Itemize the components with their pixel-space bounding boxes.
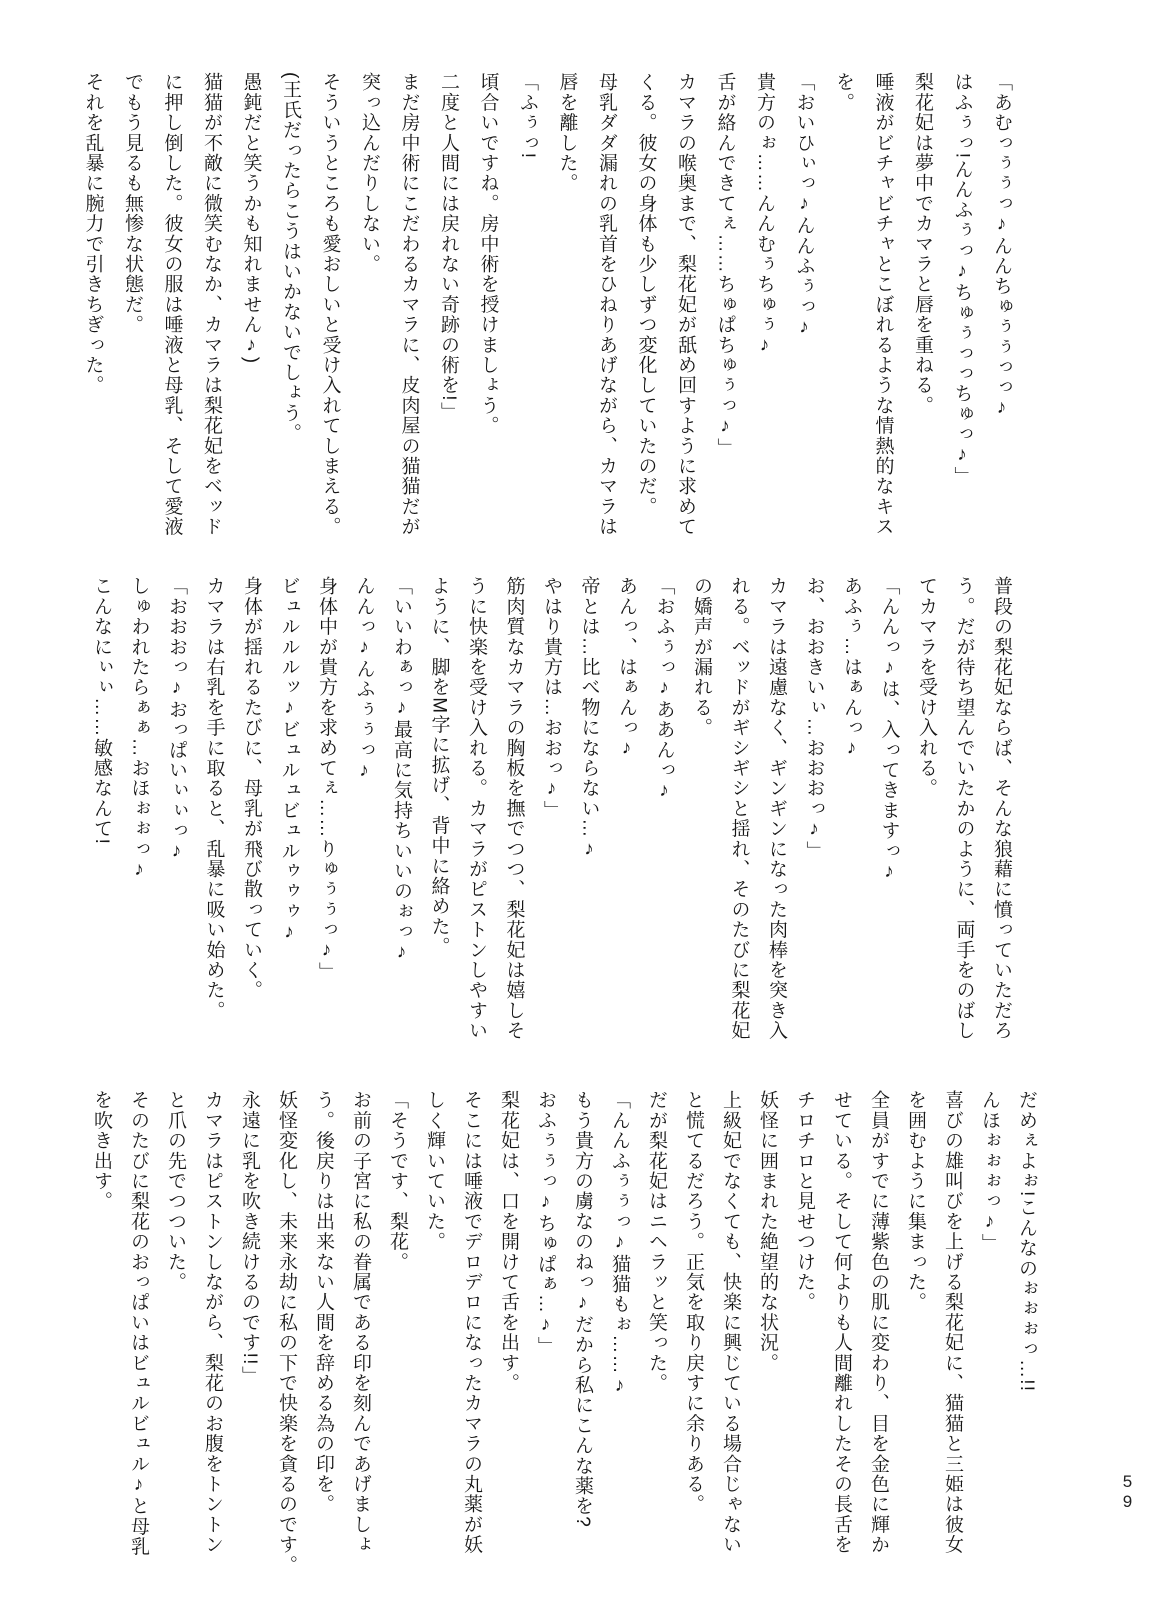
page-number: 59 <box>1118 1472 1137 1512</box>
text-column: 「おふぅっ♪ああんっ♪ <box>653 576 675 803</box>
text-column: 全員がすでに薄紫色の肌に変わり、目を金色に輝か <box>868 1090 889 1555</box>
text-column: 突っ込んだりしない。 <box>359 72 380 274</box>
text-column: ように、脚をM字に拡げ、背中に絡めた。 <box>428 576 450 957</box>
text-column: 「おおおっ♪おっぱいぃぃっ♪ <box>166 576 187 863</box>
text-column: 帝とは…比べ物にならない…♪ <box>578 576 600 861</box>
text-column: しく輝いていた。 <box>424 1090 445 1252</box>
text-column: カマラは遠慮なく、ギンギンになった肉棒を突き入 <box>766 576 787 1041</box>
text-column: あんっ、はぁんっ♪ <box>616 576 637 760</box>
text-column: と爪の先でつついた。 <box>165 1090 186 1292</box>
text-column: うに快楽を受け入れる。カマラがピストンしやすい <box>466 576 487 1041</box>
text-column: 喜びの雄叫びを上げる梨花妃に、猫猫と三姫は彼女 <box>942 1090 963 1555</box>
text-column: 貴方のぉ……んんむぅちゅぅ♪ <box>754 72 775 357</box>
text-column: そういうところも愛おしいと受け入れてしまえる。 <box>319 72 341 537</box>
text-column: 「ふぅっ! <box>517 72 538 160</box>
text-column: こんなにぃぃ……敏感なんて! <box>91 576 112 846</box>
text-column: しゅわれたらぁぁ…おほぉぉっ♪ <box>128 576 150 881</box>
text-column: もう貴方の虜なのねっ♪だから私にこんな薬を? <box>572 1090 593 1528</box>
text-column: の嬌声が漏れる。 <box>691 576 712 738</box>
text-column: カマラはピストンしながら、梨花のお腹をトントン <box>202 1090 223 1555</box>
text-column: 頃合いですね。房中術を授けましょう。 <box>477 72 499 436</box>
text-column: てカマラを受け入れる。 <box>916 576 937 799</box>
text-column: を吹き出す。 <box>91 1090 112 1212</box>
text-column: 永遠に乳を吹き続けるのです!!」 <box>239 1090 260 1386</box>
text-column: と慌てるだろう。正気を取り戻すに余りある。 <box>683 1090 704 1515</box>
text-column: ビュルルルッ♪ビュルュビュルゥゥゥ♪ <box>278 576 300 944</box>
text-column: 母乳ダダ漏れの乳首をひねりあげながら、カマラは <box>596 72 617 537</box>
text-column: 「んんふぅぅっ♪猫猫もぉ……♪ <box>609 1090 630 1397</box>
text-column: おふぅぅっ♪ちゅぱぁ…♪」 <box>535 1090 556 1357</box>
text-column: 身体中が貴方を求めてぇ……りゅぅぅっ♪」 <box>316 576 337 982</box>
text-column: お前の子宮に私の眷属である印を刻んであげましょ <box>350 1090 371 1555</box>
text-column: 筋肉質なカマラの胸板を撫でつつ、梨花妃は嬉しそ <box>503 576 525 1041</box>
text-column: それを乱暴に腕力で引きちぎった。 <box>82 72 104 396</box>
text-column: はふぅっ!んんふぅっ♪ちゅぅっっちゅっ♪」 <box>951 72 973 487</box>
text-column: 梨花妃は夢中でカマラと唇を重ねる。 <box>912 72 933 416</box>
text-column: う。だが待ち望んでいたかのように、両手をのばし <box>953 576 975 1041</box>
text-column: を。 <box>833 72 854 113</box>
text-column: 「あむっぅぅっ♪んんちゅぅぅっっ♪ <box>991 72 1012 420</box>
text-column: カマラの喉奥まで、梨花妃が舐め回すように求めて <box>675 72 696 537</box>
text-column: 普段の梨花妃ならば、そんな狼藉に憤っていただろ <box>991 576 1012 1041</box>
text-column: 「おいひぃっ♪んんふぅっ♪ <box>793 72 815 339</box>
text-column: 猫猫が不敵に微笑むなか、カマラは梨花妃をベッド <box>201 72 222 537</box>
text-column: う。後戻りは出来ない人間を辞める為の印を。 <box>313 1090 334 1515</box>
text-column: せている。そして何よりも人間離れしたその長舌を <box>831 1090 852 1555</box>
text-column: に押し倒した。彼女の服は唾液と母乳、そして愛液 <box>161 72 183 537</box>
text-column: やはり貴方は…おおっ♪」 <box>541 576 562 821</box>
text-column: カマラは右乳を手に取ると、乱暴に吸い始めた。 <box>203 576 225 1021</box>
text-column: だが梨花妃はニヘラッと笑った。 <box>646 1090 667 1393</box>
text-column: 「いいわぁっ♪最高に気持ちいいのぉっ♪ <box>391 576 412 964</box>
text-column: チロチロと見せつけた。 <box>794 1090 815 1313</box>
text-column: くる。彼女の身体も少しずつ変化していたのだ。 <box>635 72 657 517</box>
text-column: (王氏だったらこうはいかないでしょう。 <box>280 72 301 444</box>
text-column: れる。ベッドがギシギシと揺れ、そのたびに梨花妃 <box>728 576 750 1041</box>
text-column: 「そうです、梨花。 <box>387 1090 408 1272</box>
text-column: でもう見るも無惨な状態だ。 <box>122 72 143 335</box>
text-column: 唾液がビチャビチャとこぼれるような情熱的なキス <box>872 72 894 537</box>
text-column: 妖怪に囲まれた絶望的な状況。 <box>757 1090 778 1373</box>
text-column: 上級妃でなくても、快楽に興じている場合じゃない <box>720 1090 741 1555</box>
text-column: まだ房中術にこだわるカマラに、皮肉屋の猫猫だが <box>398 72 420 537</box>
text-column: 「んんっ♪は、入ってきますっ♪ <box>878 576 900 883</box>
text-column: 妖怪変化し、未来永劫に私の下で快楽を貪るのです。 <box>276 1090 297 1575</box>
text-block-bottom <box>83 1090 1045 1590</box>
text-column: そこには唾液でデロデロになったカマラの丸薬が妖 <box>461 1090 482 1555</box>
text-column: 身体が揺れるたびに、母乳が飛び散っていく。 <box>241 576 262 1001</box>
text-column: あふぅ…はぁんっ♪ <box>841 576 862 760</box>
text-column: だめぇよぉ!こんなのぉぉぉっ…!! <box>1016 1090 1037 1393</box>
text-block-middle <box>83 576 1021 1076</box>
text-column: んほぉぉぉっ♪」 <box>979 1090 1000 1254</box>
text-column: を囲むように集まった。 <box>905 1090 926 1313</box>
text-column: 舌が絡んできてぇ……ちゅぱちゅぅっ♪」 <box>714 72 736 458</box>
text-column: んんっ♪んふぅぅっ♪ <box>353 576 375 782</box>
text-column: 唇を離した。 <box>556 72 578 194</box>
text-column: 二度と人間には戻れない奇跡の術を!」 <box>438 72 459 422</box>
text-column: 愚鈍だと笑うかも知れません♪) <box>240 72 262 365</box>
text-column: そのたびに梨花のおっぱいはビュルビュル♪と母乳 <box>128 1090 149 1557</box>
text-block-top <box>73 72 1021 572</box>
text-column: お、おおきいぃ…おおおっ♪」 <box>803 576 825 861</box>
text-column: 梨花妃は、口を開けて舌を出す。 <box>498 1090 519 1393</box>
